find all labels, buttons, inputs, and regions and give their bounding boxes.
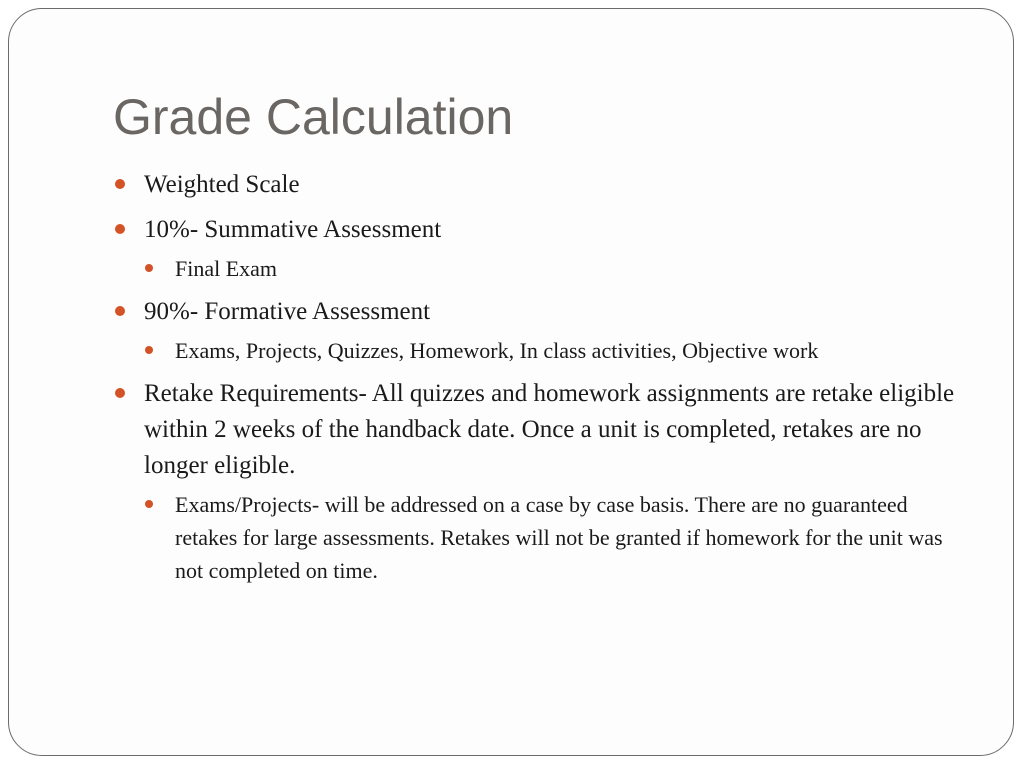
bullet-dot-icon (115, 388, 125, 398)
bullet-dot-icon (115, 179, 125, 189)
sub-bullet-item-exams-projects (144, 488, 973, 587)
bullet-text: Retake Requirements- All quizzes and homework assignments are retake eligible within 2 weeks of the handback date. Once a unit is completed, retakes are no longer eligible. (144, 380, 955, 479)
bullet-text: Weighted Scale (144, 171, 300, 198)
sub-bullet-item-formative-types (144, 334, 973, 367)
sub-bullet-dot-icon (145, 264, 153, 272)
bullet-item-formative (113, 294, 973, 330)
bullet-item-retake-requirements (113, 376, 973, 484)
bullet-dot-icon (115, 224, 125, 234)
sub-bullet-text: Exams/Projects- will be addressed on a case by case basis. There are no guaranteed retakes for large assessments. Retakes will not be granted if homework for the unit was not completed on time. (175, 492, 943, 583)
bullet-dot-icon (115, 306, 125, 316)
sub-bullet-dot-icon (145, 500, 153, 508)
bullet-text: 90%- Formative Assessment (144, 298, 431, 325)
sub-bullet-text: Final Exam (175, 256, 278, 281)
bullet-list (113, 167, 973, 587)
bullet-item-weighted-scale (113, 167, 973, 203)
sub-bullet-item-final-exam (144, 252, 973, 285)
bullet-text: 10%- Summative Assessment (144, 216, 442, 243)
sub-bullet-dot-icon (145, 346, 153, 354)
sub-bullet-text: Exams, Projects, Quizzes, Homework, In class activities, Objective work (175, 338, 819, 363)
slide-title: Grade Calculation (113, 89, 514, 145)
bullet-item-summative (113, 212, 973, 248)
